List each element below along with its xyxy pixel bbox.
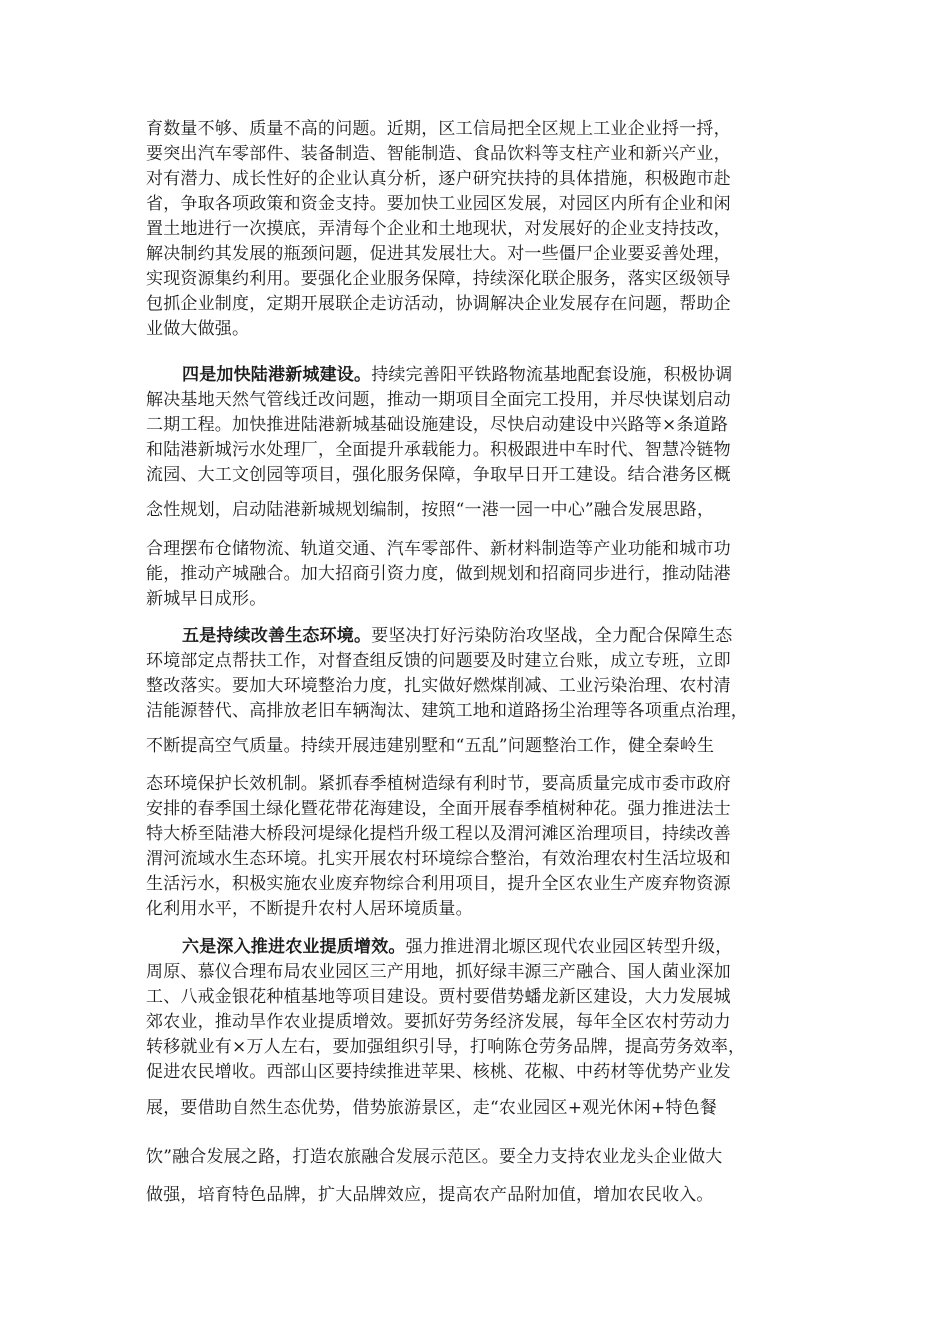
- text-run: 强力推进渭北塬区现代农业园区转型升级，: [405, 937, 733, 957]
- text-line: 置土地进行一次摸底，弄清每个企业和土地现状，对发展好的企业支持技改，: [146, 219, 731, 239]
- text-line: 展，要借助自然生态优势，借势旅游景区，走“农业园区+观光休闲+特色餐: [146, 1098, 717, 1118]
- text-line: 二期工程。加快推进陆港新城基础设施建设，尽快启动建设中兴路等×条道路: [146, 415, 729, 435]
- paragraph-ecology: [146, 624, 806, 724]
- text-line: 洁能源替代、高排放老旧车辆淘汰、建筑工地和道路扬尘治理等各项重点治理，: [146, 701, 748, 721]
- text-line: 生活污水，积极实施农业废弃物综合利用项目，提升全区农业生产废弃物资源: [146, 874, 731, 894]
- text-line: 环境部定点帮扶工作，对督查组反馈的问题要及时建立台账，成立专班，立即: [146, 651, 731, 671]
- text-line: 做强，培育特色品牌，扩大品牌效应，提高农产品附加值，增加农民收入。: [146, 1185, 714, 1205]
- section-heading: 六是深入推进农业提质增效。: [182, 937, 406, 957]
- text-line: 实现资源集约利用。要强化企业服务保障，持续深化联企服务，落实区级领导: [146, 269, 731, 289]
- text-line: 工、八戒金银花种植基地等项目建设。贾村要借势蟠龙新区建设，大力发展城: [146, 987, 731, 1007]
- text-line: 要突出汽车零部件、装备制造、智能制造、食品饮料等支柱产业和新兴产业，: [146, 144, 731, 164]
- text-line: 业做大做强。: [146, 319, 250, 339]
- text-run: 要坚决打好污染防治攻坚战，全力配合保障生态: [371, 626, 733, 646]
- text-line: 解决基地天然气管线迁改问题，推动一期项目全面完工投用，并尽快谋划启动: [146, 390, 731, 410]
- paragraph-land-port: [146, 363, 806, 488]
- paragraph-industry: [146, 117, 806, 342]
- paragraph-first-line: [146, 935, 806, 960]
- text-line: 能，推动产城融合。加大招商引资力度，做到规划和招商同步进行，推动陆港: [146, 564, 731, 584]
- text-line: 不断提高空气质量。持续开展违建别墅和“五乱”问题整治工作，健全秦岭生: [146, 736, 715, 756]
- text-line: 合理摆布仓储物流、轨道交通、汽车零部件、新材料制造等产业功能和城市功: [146, 539, 731, 559]
- text-line: 整改落实。要加大环境整治力度，扎实做好燃煤削减、工业污染治理、农村清: [146, 676, 731, 696]
- paragraph-agriculture: [146, 935, 806, 1085]
- section-heading: 四是加快陆港新城建设。: [182, 365, 372, 385]
- paragraph-first-line: [146, 363, 806, 388]
- text-line: 解决制约其发展的瓶颈问题，促进其发展壮大。对一些僵尸企业要妥善处理，: [146, 244, 731, 264]
- paragraph-agriculture-cont-1: [146, 1096, 806, 1121]
- text-line: 安排的春季国土绿化暨花带花海建设，全面开展春季植树种花。强力推进法士: [146, 799, 731, 819]
- paragraph-land-port-cont-1: [146, 498, 806, 523]
- paragraph-ecology-cont-2: [146, 772, 806, 922]
- paragraph-agriculture-cont-2: [146, 1145, 806, 1170]
- text-line: 渭河流域水生态环境。扎实开展农村环境综合整治，有效治理农村生活垃圾和: [146, 849, 731, 869]
- text-line: 特大桥至陆港大桥段河堤绿化提档升级工程以及渭河滩区治理项目，持续改善: [146, 824, 731, 844]
- text-line: 态环境保护长效机制。紧抓春季植树造绿有利时节，要高质量完成市委市政府: [146, 774, 731, 794]
- text-line: 念性规划，启动陆港新城规划编制，按照“一港一园一中心”融合发展思路，: [146, 500, 715, 520]
- section-heading: 五是持续改善生态环境。: [182, 626, 372, 646]
- text-line: 包抓企业制度，定期开展联企走访活动，协调解决企业发展存在问题，帮助企: [146, 294, 731, 314]
- text-line: 育数量不够、质量不高的问题。近期，区工信局把全区规上工业企业捋一捋，: [146, 119, 731, 139]
- paragraph-first-line: [146, 624, 806, 649]
- text-run: 持续完善阳平铁路物流基地配套设施，积极协调: [371, 365, 733, 385]
- text-line: 促进农民增收。西部山区要持续推进苹果、核桃、花椒、中药材等优势产业发: [146, 1062, 731, 1082]
- text-line: 郊农业，推动旱作农业提质增效。要抓好劳务经济发展，每年全区农村劳动力: [146, 1012, 731, 1032]
- text-line: 对有潜力、成长性好的企业认真分析，逐户研究扶持的具体措施，积极跑市赴: [146, 169, 731, 189]
- text-line: 转移就业有×万人左右，要加强组织引导，打响陈仓劳务品牌，提高劳务效率，: [146, 1037, 746, 1057]
- paragraph-land-port-cont-2: [146, 537, 806, 612]
- text-line: 流园、大工文创园等项目，强化服务保障，争取早日开工建设。结合港务区概: [146, 465, 731, 485]
- text-line: 和陆港新城污水处理厂，全面提升承载能力。积极跟进中车时代、智慧冷链物: [146, 440, 731, 460]
- paragraph-ecology-cont-1: [146, 734, 806, 759]
- text-line: 周原、慕仪合理布局农业园区三产用地，抓好绿丰源三产融合、国人菌业深加: [146, 962, 731, 982]
- paragraph-agriculture-cont-3: [146, 1183, 806, 1208]
- text-line: 化利用水平，不断提升农村人居环境质量。: [146, 899, 473, 919]
- text-line: 新城早日成形。: [146, 589, 267, 609]
- text-line: 省，争取各项政策和资金支持。要加快工业园区发展，对园区内所有企业和闲: [146, 194, 731, 214]
- text-line: 饮”融合发展之路，打造农旅融合发展示范区。要全力支持农业龙头企业做大: [146, 1147, 723, 1167]
